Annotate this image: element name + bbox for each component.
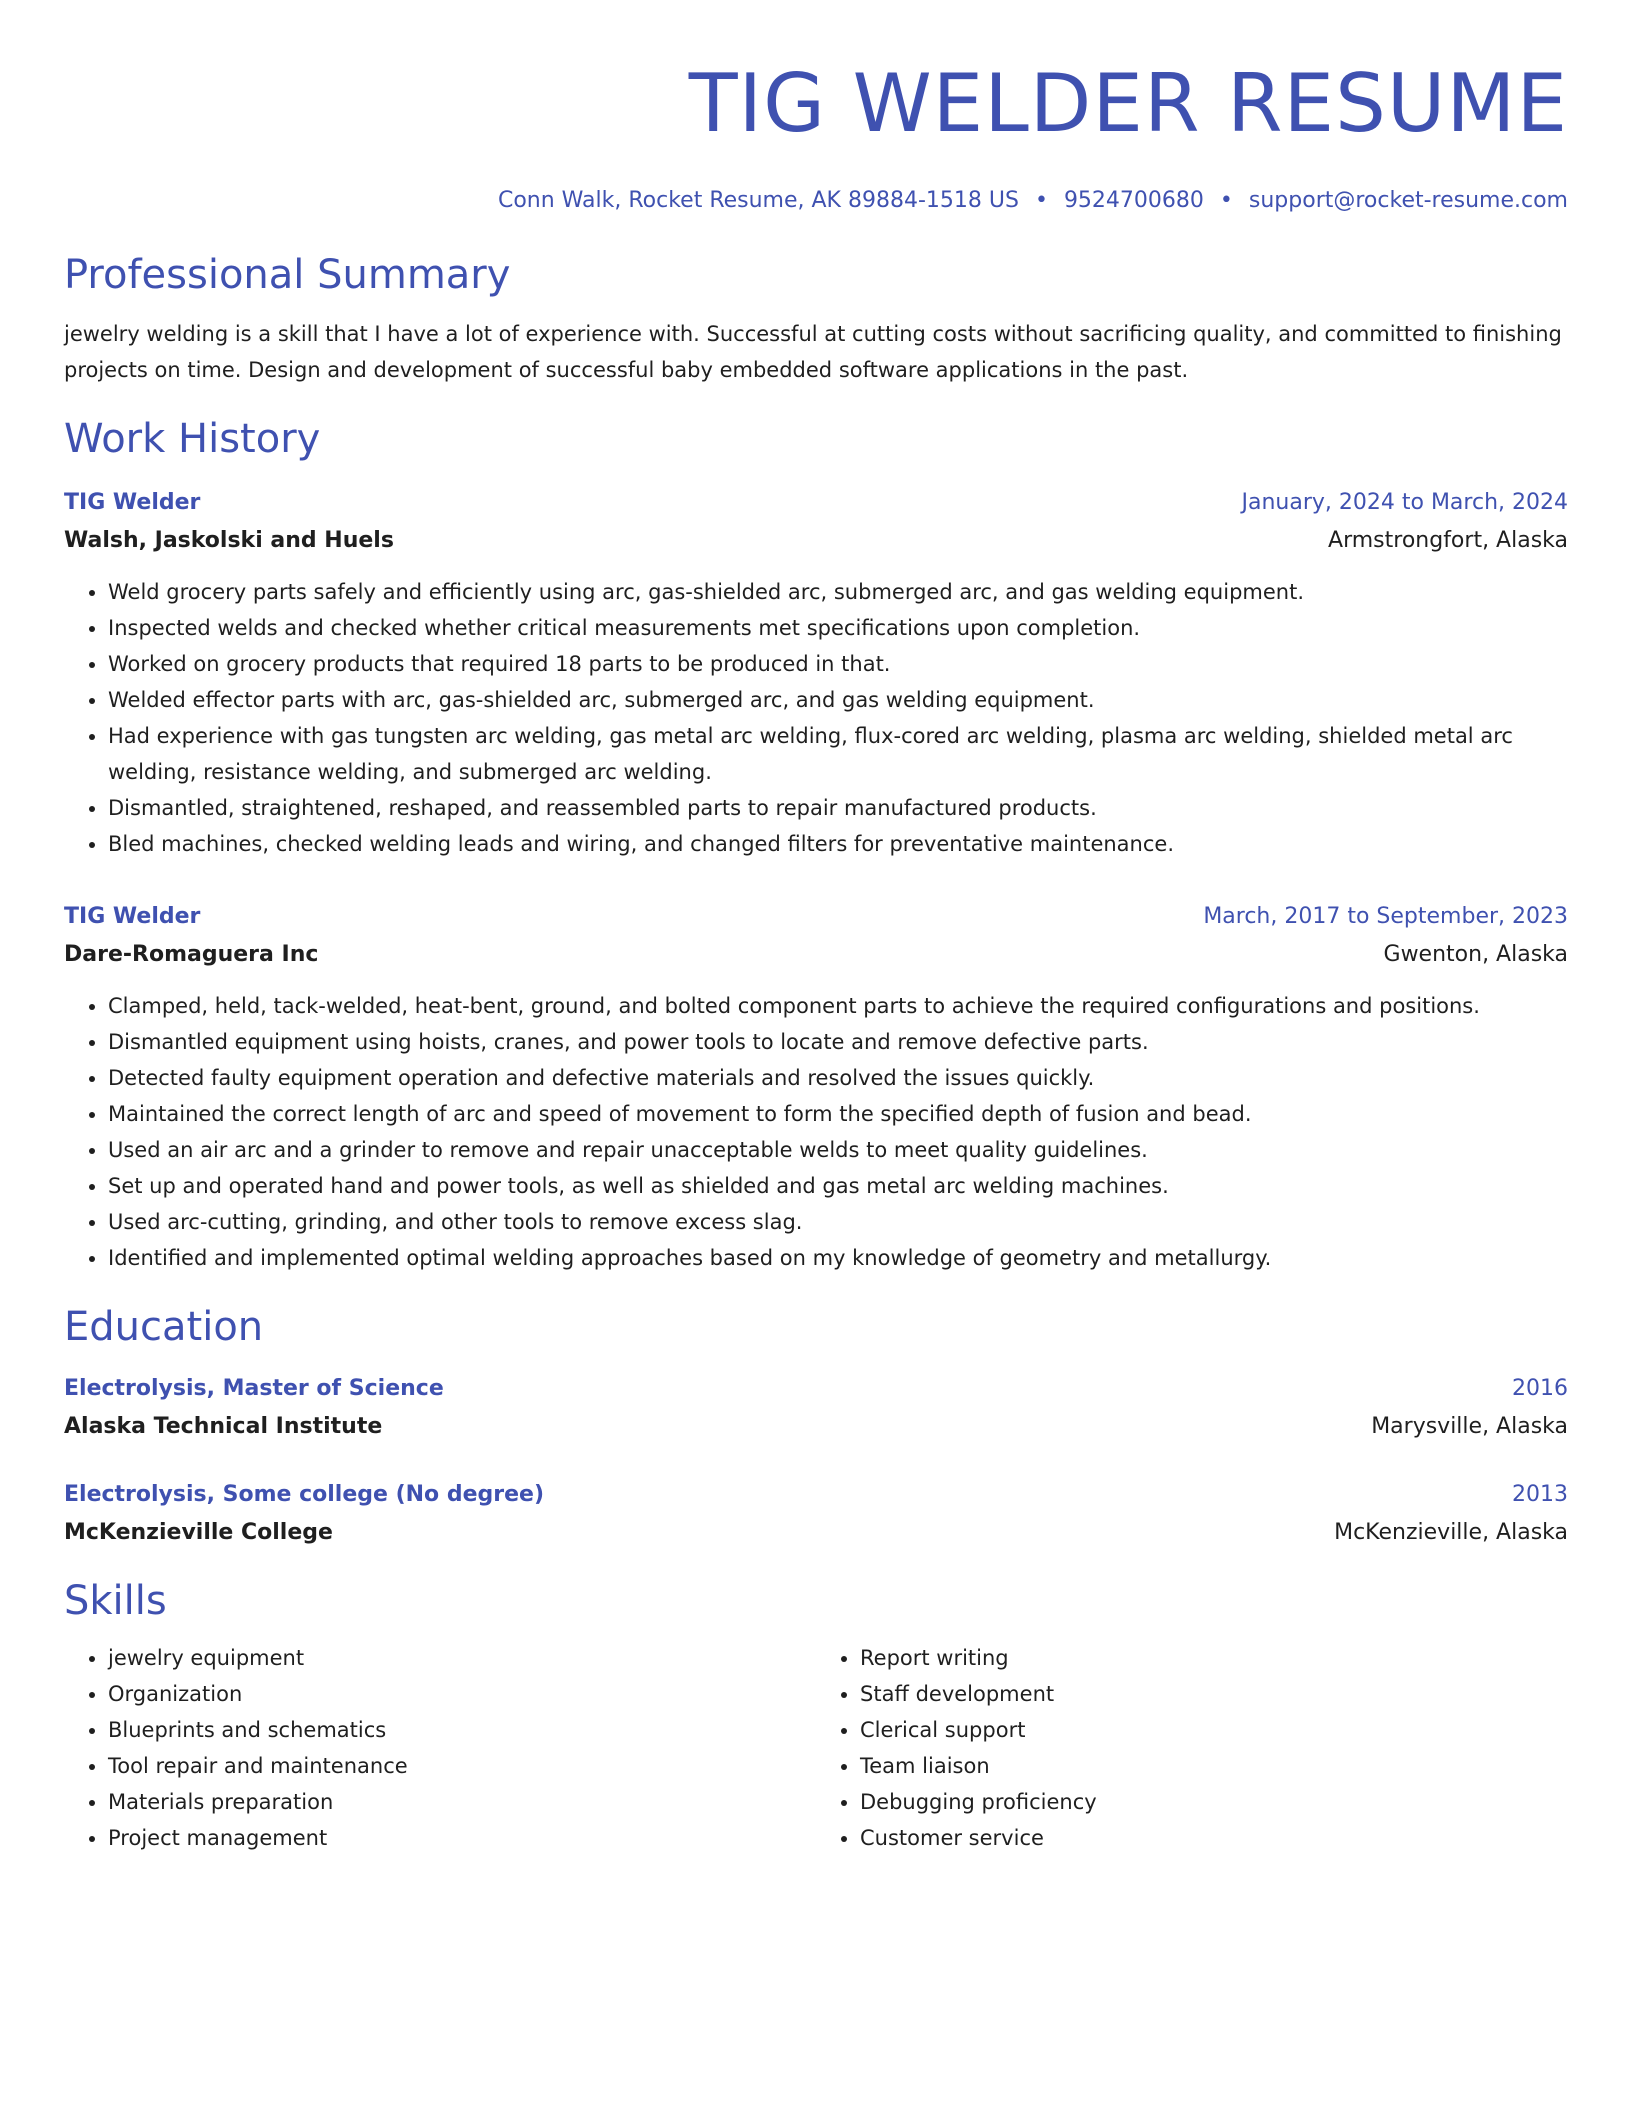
contact-separator: • bbox=[1034, 188, 1048, 213]
job-duties-list bbox=[64, 988, 1568, 1276]
skills-columns bbox=[64, 1640, 1568, 1856]
job-location: Armstrongfort, Alaska bbox=[1328, 528, 1568, 553]
education-year: 2016 bbox=[1512, 1376, 1568, 1401]
education-degree: Electrolysis, Some college (No degree) bbox=[64, 1482, 544, 1507]
education-location: Marysville, Alaska bbox=[1371, 1414, 1568, 1439]
skill-item: • Team liaison bbox=[860, 1748, 1568, 1784]
job-duty: • Clamped, held, tack-welded, heat-bent, ground, and bolted component parts to achieve the required configurations and positions. bbox=[108, 988, 1568, 1024]
skills-list bbox=[64, 1640, 816, 1856]
skill-item: • Project management bbox=[108, 1820, 816, 1856]
contact-address: Conn Walk, Rocket Resume, AK 89884-1518 US bbox=[497, 188, 1019, 213]
education-school: McKenzieville College bbox=[64, 1520, 333, 1545]
skill-item: • Report writing bbox=[860, 1640, 1568, 1676]
job-duty: • Bled machines, checked welding leads and wiring, and changed filters for preventative maintenance. bbox=[108, 826, 1568, 862]
skill-item: • Organization bbox=[108, 1676, 816, 1712]
skills-section bbox=[64, 1576, 1568, 1856]
job-duties-list bbox=[64, 574, 1568, 862]
job-header-row bbox=[64, 484, 1568, 522]
job-duty: • Inspected welds and checked whether critical measurements met specifications upon completion. bbox=[108, 610, 1568, 646]
education-school-row bbox=[64, 1408, 1568, 1446]
job-duty: • Used an air arc and a grinder to remove and repair unacceptable welds to meet quality guidelines. bbox=[108, 1132, 1568, 1168]
skill-item: • Blueprints and schematics bbox=[108, 1712, 816, 1748]
contact-email[interactable]: support@rocket-resume.com bbox=[1248, 188, 1568, 213]
education-entry bbox=[64, 1370, 1568, 1446]
job-duty: • Detected faulty equipment operation and defective materials and resolved the issues quickly. bbox=[108, 1060, 1568, 1096]
job-duty: • Welded effector parts with arc, gas-shielded arc, submerged arc, and gas welding equipment. bbox=[108, 682, 1568, 718]
job-company-row bbox=[64, 936, 1568, 974]
skill-item: • Customer service bbox=[860, 1820, 1568, 1856]
skill-item: • Staff development bbox=[860, 1676, 1568, 1712]
job-duty: • Set up and operated hand and power tools, as well as shielded and gas metal arc welding machines. bbox=[108, 1168, 1568, 1204]
skills-column-left bbox=[64, 1640, 816, 1856]
work-history-heading: Work History bbox=[64, 416, 321, 462]
education-location: McKenzieville, Alaska bbox=[1334, 1520, 1568, 1545]
job-entry bbox=[64, 898, 1568, 1276]
skills-column-right bbox=[816, 1640, 1568, 1856]
job-duty: • Weld grocery parts safely and efficiently using arc, gas-shielded arc, submerged arc, and gas welding equipment. bbox=[108, 574, 1568, 610]
job-title: TIG Welder bbox=[64, 490, 201, 515]
education-degree-row bbox=[64, 1370, 1568, 1408]
job-duty: • Used arc-cutting, grinding, and other tools to remove excess slag. bbox=[108, 1204, 1568, 1240]
education-year: 2013 bbox=[1512, 1482, 1568, 1507]
education-section bbox=[64, 1302, 1568, 1552]
summary-heading: Professional Summary bbox=[64, 252, 511, 298]
job-duty: • Had experience with gas tungsten arc welding, gas metal arc welding, flux-cored arc welding, plasma arc welding, shielded metal arc welding, resistance welding, and submerged arc welding. bbox=[108, 718, 1568, 790]
summary-section bbox=[64, 250, 1568, 388]
job-company-row bbox=[64, 522, 1568, 560]
job-duty: • Worked on grocery products that required 18 parts to be produced in that. bbox=[108, 646, 1568, 682]
resume-title: TIG WELDER RESUME bbox=[688, 57, 1568, 150]
job-duty: • Maintained the correct length of arc and speed of movement to form the specified depth of fusion and bead. bbox=[108, 1096, 1568, 1132]
job-dates: January, 2024 to March, 2024 bbox=[1241, 490, 1568, 515]
job-duty: • Dismantled, straightened, reshaped, and reassembled parts to repair manufactured products. bbox=[108, 790, 1568, 826]
job-header-row bbox=[64, 898, 1568, 936]
education-degree-row bbox=[64, 1476, 1568, 1514]
job-company: Walsh, Jaskolski and Huels bbox=[64, 528, 394, 553]
education-school-row bbox=[64, 1514, 1568, 1552]
skill-item: • Tool repair and maintenance bbox=[108, 1748, 816, 1784]
education-school: Alaska Technical Institute bbox=[64, 1414, 383, 1439]
job-duty: • Identified and implemented optimal welding approaches based on my knowledge of geometry and metallurgy. bbox=[108, 1240, 1568, 1276]
skill-item: • Debugging proficiency bbox=[860, 1784, 1568, 1820]
contact-line bbox=[64, 186, 1568, 216]
job-entry bbox=[64, 484, 1568, 862]
contact-phone: 9524700680 bbox=[1063, 188, 1204, 213]
resume-header bbox=[64, 56, 1568, 216]
job-title: TIG Welder bbox=[64, 904, 201, 929]
job-company: Dare-Romaguera Inc bbox=[64, 942, 319, 967]
contact-separator: • bbox=[1219, 188, 1233, 213]
work-history-section bbox=[64, 414, 1568, 1276]
education-heading: Education bbox=[64, 1304, 264, 1350]
summary-text: jewelry welding is a skill that I have a lot of experience with. Successful at cutting costs without sacrificing quality, and committed to finishing projects on time. Design and development of successful baby embedded software applications in the past. bbox=[64, 322, 1562, 382]
skill-item: • Materials preparation bbox=[108, 1784, 816, 1820]
job-dates: March, 2017 to September, 2023 bbox=[1203, 904, 1568, 929]
skills-heading: Skills bbox=[64, 1578, 167, 1624]
skill-item: • Clerical support bbox=[860, 1712, 1568, 1748]
skill-item: • jewelry equipment bbox=[108, 1640, 816, 1676]
skills-list bbox=[816, 1640, 1568, 1856]
job-location: Gwenton, Alaska bbox=[1383, 942, 1568, 967]
education-degree: Electrolysis, Master of Science bbox=[64, 1376, 444, 1401]
education-entry bbox=[64, 1476, 1568, 1552]
job-duty: • Dismantled equipment using hoists, cranes, and power tools to locate and remove defective parts. bbox=[108, 1024, 1568, 1060]
